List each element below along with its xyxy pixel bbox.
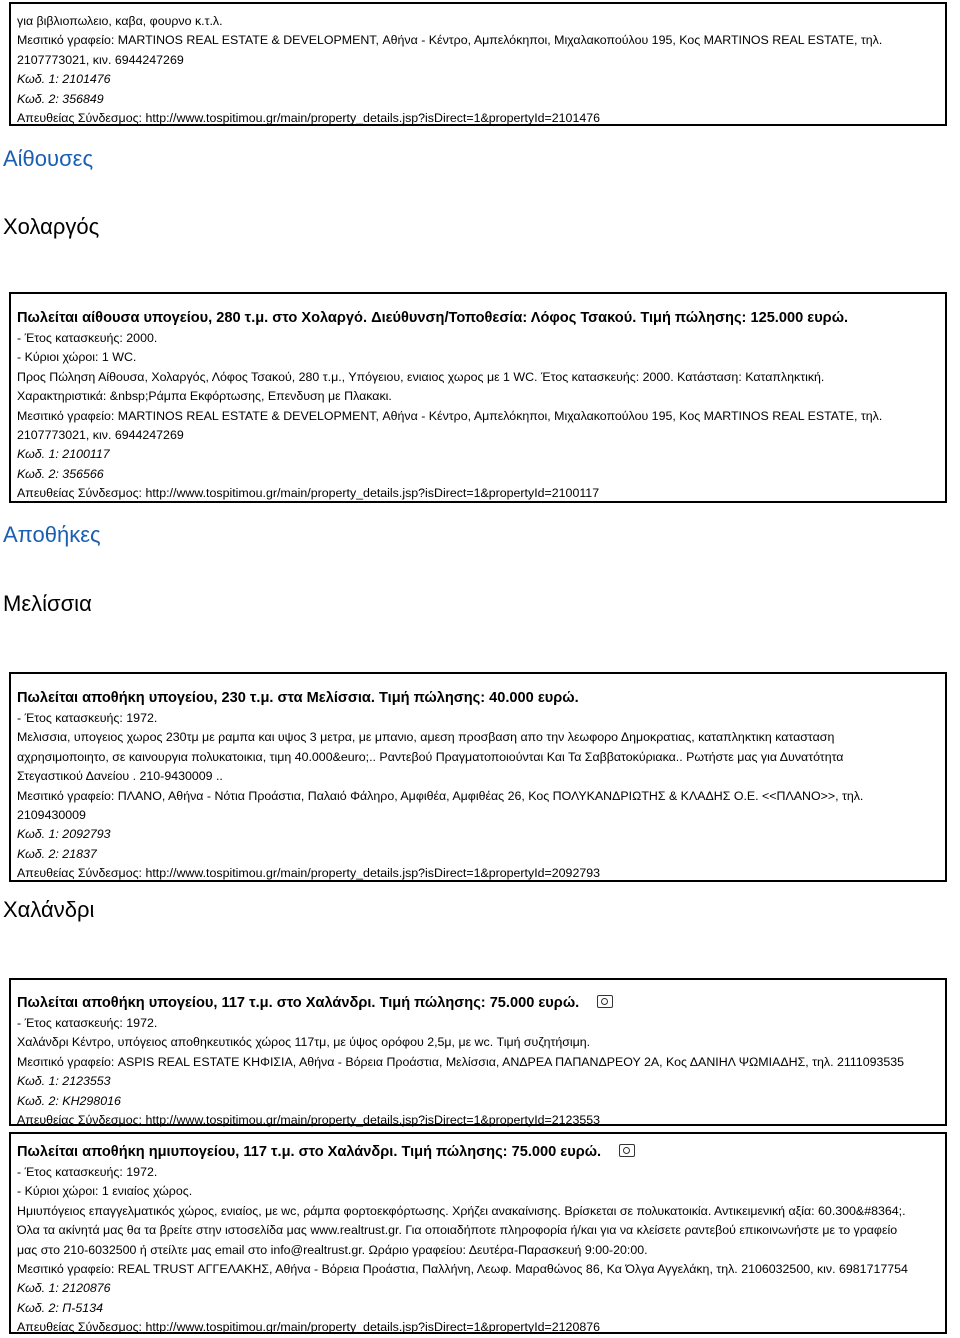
listing-text-line: Στεγαστικού Δανείου . 210-9430009 .. [17,769,223,784]
listing-text-line: - Έτος κατασκευής: 1972. [17,711,158,725]
listing-text-line: Μεσιτικό γραφείο: ΠΛΑΝΟ, Αθήνα - Νότια Προάστια, Παλαιό Φάληρο, Αμφιθέα, Αμφιθέας 26, Κος ΠΟΛΥΚΑΝΔΡΙΩΤΗΣ & ΚΛΑΔΗΣ Ο.Ε. <<ΠΛΑΝΟ>>, τηλ. [17,788,864,803]
listing-code-1: Κωδ. 1: 2120876 [17,1281,111,1296]
listing-text-line: μας στο 210-6032500 ή στείλτε μας email στο info@realtrust.gr. Ωράριο γραφείου: Δευτέρα-Παρασκευή 9:00-20:00. [17,1242,648,1257]
listing-code-2: Κωδ. 2: 21837 [17,846,97,861]
direct-link[interactable]: Απευθείας Σύνδεσμος: http://www.tospitimou.gr/main/property_details.jsp?isDirect=1&propertyId=2100117 [17,486,600,501]
direct-link[interactable]: Απευθείας Σύνδεσμος: http://www.tospitimou.gr/main/property_details.jsp?isDirect=1&propertyId=2092793 [17,866,601,881]
listing-title-text: Πωλείται αποθήκη υπογείου, 230 τ.μ. στα Μελίσσια. [17,690,375,706]
section-heading-apothikes: Αποθήκες [3,522,101,547]
listing-text-line: - Κύριοι χώροι: 1 ενιαίος χώρος. [17,1184,193,1199]
listing-code-1: Κωδ. 1: 2100117 [17,447,110,462]
listing-text-line: - Έτος κατασκευής: 1972. [17,1016,158,1030]
listing-text-line: Μεσιτικό γραφείο: MARTINOS REAL ESTATE & DEVELOPMENT, Αθήνα - Κέντρο, Αμπελόκηποι, Μιχαλακοπούλου 195, Κος MARTINOS REAL ESTATE, τηλ. [17,408,883,423]
listing-text-line: για βιβλιοπωλειο, καβα, φουρνο κ.τ.λ. [17,14,223,28]
listing-code-2: Κωδ. 2: Π-5134 [17,1300,103,1315]
listing-code-1: Κωδ. 1: 2092793 [17,827,111,842]
camera-icon[interactable] [597,995,613,1008]
direct-link[interactable]: Απευθείας Σύνδεσμος: http://www.tospitimou.gr/main/property_details.jsp?isDirect=1&propertyId=2123553 [17,1112,601,1127]
listing-box-1 [9,2,947,126]
listing-title-text: Πωλείται αποθήκη υπογείου, 117 τ.μ. στο Χαλάνδρι. [17,995,376,1011]
listing-text-line: Προς Πώληση Αίθουσα, Χολαργός, Λόφος Τσακού, 280 τ.μ., Υπόγειου, ενιαιος χωρος με 1 WC. Έτος κατασκευής: 2000. Κατάσταση: Καταπληκτική. [17,369,825,384]
listing-text-line: 2107773021, κιν. 6944247269 [17,52,184,67]
listing-text-line: 2107773021, κιν. 6944247269 [17,427,184,442]
listing-box-4 [9,978,947,1126]
listing-price: Τιμή πώλησης: 125.000 ευρώ. [640,310,849,326]
listing-title [17,308,945,329]
listing-code-2: Κωδ. 2: ΚΗ298016 [17,1093,121,1108]
direct-link[interactable]: Απευθείας Σύνδεσμος: http://www.tospitimou.gr/main/property_details.jsp?isDirect=1&propertyId=2101476 [17,110,601,125]
listing-address: Διεύθυνση/Τοποθεσία: Λόφος Τσακού. [371,310,637,326]
listing-price: Τιμή πώλησης: 75.000 ευρώ. [379,995,580,1011]
listing-text-line: Όλα τα ακίνητά μας θα τα βρείτε στην ιστοσελίδα μας www.realtrust.gr. Για οποιαδήποτε πληροφορία ή/και για να κλείσετε ραντεβού επικοινωνήστε με το γραφείο [17,1223,898,1238]
listing-title-text: Πωλείται αίθουσα υπογείου, 280 τ.μ. στο Χολαργό. [17,310,368,326]
listing-code-1: Κωδ. 1: 2101476 [17,72,111,87]
area-heading-cholargos: Χολαργός [3,214,100,239]
listing-text-line: αχρησιμοποιητο, σε καινουργια πολυκατοικια, τιμη 40.000&euro;.. Ραντεβού Πραγματοποιούνται Και Τα Σαββατοκύριακα.. Ρωτήστε μας για Δυνατότητα [17,749,844,764]
listing-price: Τιμή πώλησης: 40.000 ευρώ. [379,690,579,706]
listing-box-2 [9,292,947,503]
camera-icon[interactable] [619,1144,635,1157]
direct-link[interactable]: Απευθείας Σύνδεσμος: http://www.tospitimou.gr/main/property_details.jsp?isDirect=1&propertyId=2120876 [17,1320,601,1335]
listing-text-line: Χαλάνδρι Κέντρο, υπόγειος αποθηκευτικός χώρος 117τμ, με ύψος ορόφου 2,5μ, με wc. Τιμή συζητήσιμη. [17,1035,591,1050]
listing-box-5 [9,1132,947,1334]
listing-text-line: - Έτος κατασκευής: 1972. [17,1165,158,1179]
listing-title [17,1142,945,1163]
listing-text-line: Μελισσια, υπογειος χωρος 230τμ με ραμπα και υψος 3 μετρα, με μπανιο, αμεση προσβαση απο την λεωφορο Δημοκρατιας, καταπληκτικη κατασταση [17,730,835,745]
listing-title [17,688,945,709]
listing-text-line: 2109430009 [17,807,86,822]
listing-text-line: Ημιυπόγειος επαγγελματικός χώρος, ενιαίος, με wc, ράμπα φορτοεκφόρτωσης. Χρήζει ανακαίνισης. Βρίσκεται σε πολυκατοικία. Αντικειμενική αξία: 60.300&#8364;. [17,1203,906,1218]
listing-price: Τιμή πώλησης: 75.000 ευρώ. [401,1144,602,1160]
listing-box-3 [9,672,947,882]
listing-code-2: Κωδ. 2: 356849 [17,91,104,106]
section-heading-aithouses: Αίθουσες [3,146,94,171]
listing-text-line: - Κύριοι χώροι: 1 WC. [17,350,137,365]
listing-title [17,993,945,1014]
listing-text-line: Μεσιτικό γραφείο: MARTINOS REAL ESTATE & DEVELOPMENT, Αθήνα - Κέντρο, Αμπελόκηποι, Μιχαλακοπούλου 195, Κος MARTINOS REAL ESTATE, τηλ. [17,33,883,48]
listing-text-line: - Έτος κατασκευής: 2000. [17,331,158,345]
area-heading-chalandri: Χαλάνδρι [3,897,95,922]
listing-code-2: Κωδ. 2: 356566 [17,466,104,481]
listing-text-line: Μεσιτικό γραφείο: REAL TRUST ΑΓΓΕΛΑΚΗΣ, Αθήνα - Βόρεια Προάστια, Παλλήνη, Λεωφ. Μαραθώνος 86, Κα Όλγα Αγγελάκη, τηλ. 2106032500, κιν. 6981717754 [17,1261,908,1276]
listing-text-line: Χαρακτηριστικά: &nbsp;Ράμπα Εκφόρτωσης, Επενδυση με Πλακακι. [17,389,392,404]
listing-code-1: Κωδ. 1: 2123553 [17,1074,111,1089]
area-heading-melissia: Μελίσσια [3,591,92,616]
listing-title-text: Πωλείται αποθήκη ημιυπογείου, 117 τ.μ. στο Χαλάνδρι. [17,1144,398,1160]
listing-text-line: Μεσιτικό γραφείο: ASPIS REAL ESTATE ΚΗΦΙΣΙΑ, Αθήνα - Βόρεια Προάστια, Μελίσσια, ΑΝΔΡΕΑ ΠΑΠΑΝΔΡΕΟΥ 2Α, Κος ΔΑΝΙΗΛ ΨΩΜΙΑΔΗΣ, τηλ. 2111093535 [17,1054,905,1069]
